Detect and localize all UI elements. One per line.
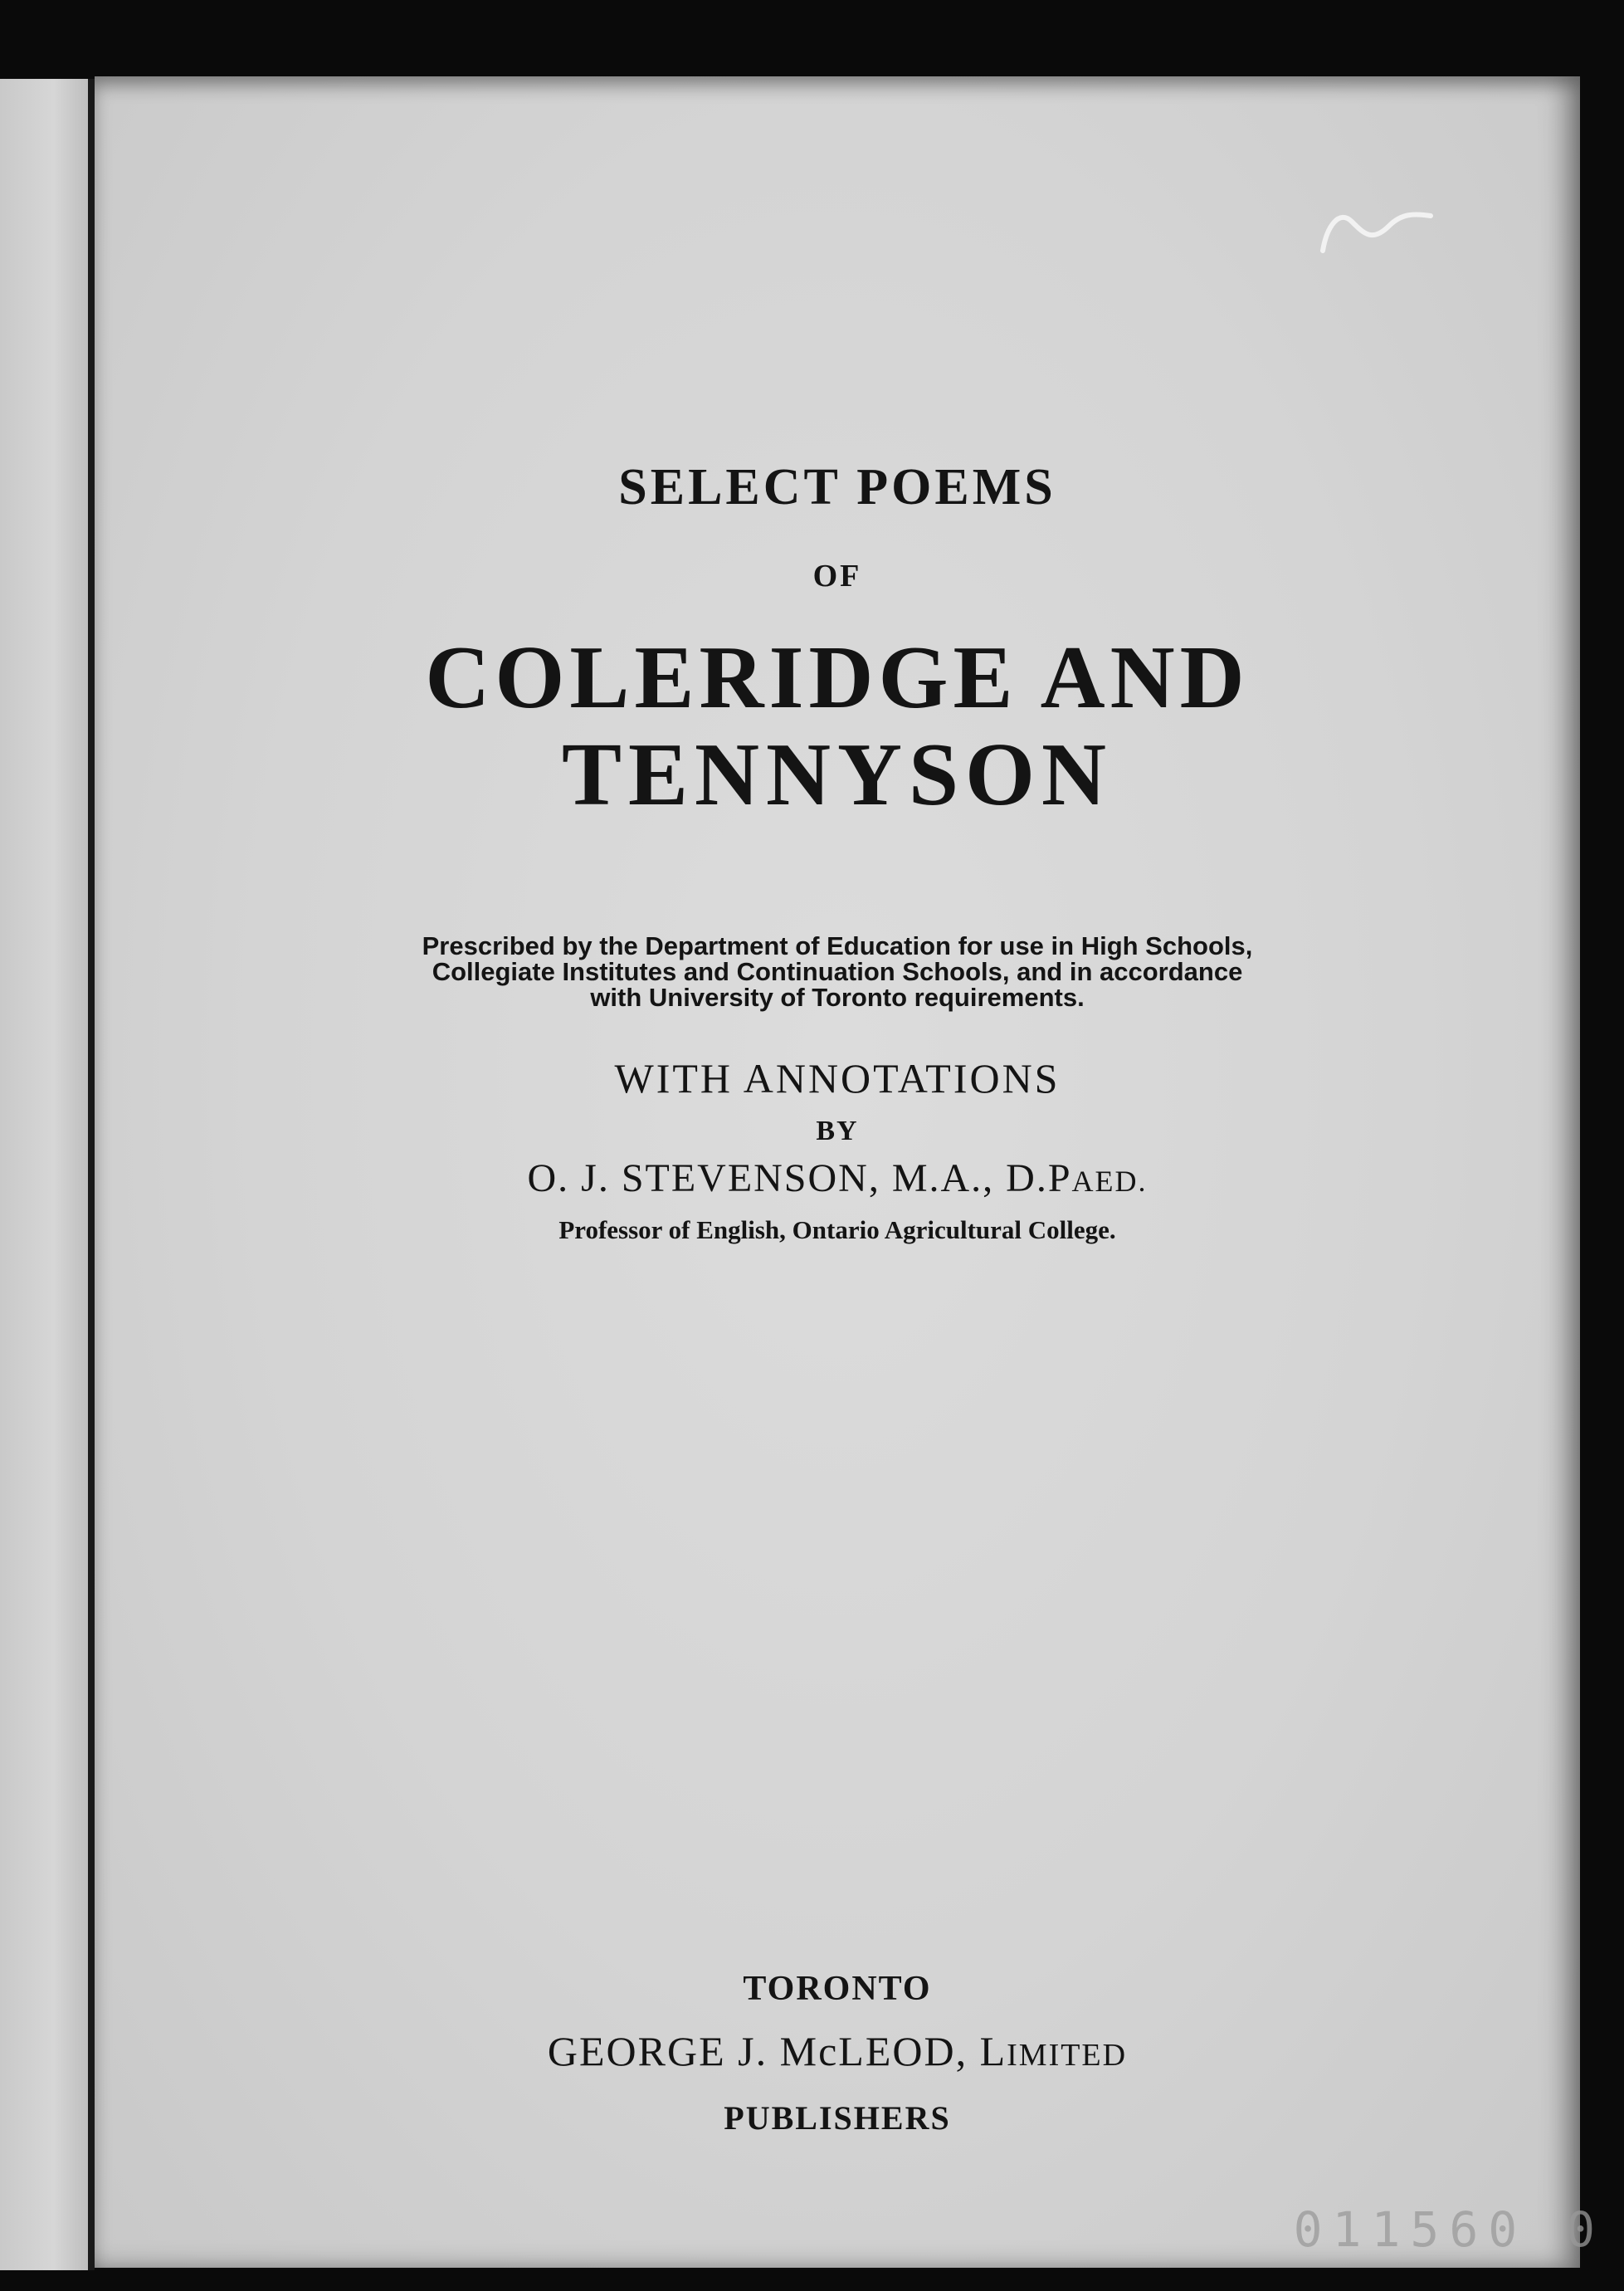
author-affiliation: Professor of English, Ontario Agricultural College. — [558, 1215, 1116, 1244]
author-degree-small-caps: AED. — [1071, 1165, 1148, 1198]
title-of: OF — [812, 559, 862, 594]
pencil-mark-icon — [1314, 193, 1439, 267]
prescription-line-2: Collegiate Institutes and Continuation Schools, and in accordance — [432, 957, 1243, 986]
previous-page-edge — [0, 79, 90, 2270]
imprint-publisher — [95, 2027, 1580, 2075]
title-select-poems: SELECT POEMS — [618, 459, 1056, 515]
author-name — [95, 1155, 1580, 1201]
title-main-line-1: COLERIDGE AND — [425, 628, 1250, 727]
publisher-suffix-small-caps: IMITED — [1007, 2038, 1128, 2073]
prescription-statement — [95, 933, 1580, 1010]
imprint-publishers-label: PUBLISHERS — [724, 2099, 951, 2137]
annotations-heading: WITH ANNOTATIONS — [614, 1055, 1061, 1102]
author-name-main: O. J. STEVENSON, M.A., D.P — [527, 1156, 1072, 1200]
library-stamp-number: 011560 0 — [1293, 2201, 1605, 2258]
title-page — [95, 76, 1605, 2268]
prescription-line-3: with University of Toronto requirements. — [590, 983, 1085, 1012]
publisher-name-main: GEORGE J. McLEOD, L — [547, 2028, 1007, 2074]
prescription-line-1: Prescribed by the Department of Education for use in High Schools, — [422, 931, 1253, 960]
title-main-line-2: TENNYSON — [561, 725, 1114, 824]
binding-gutter — [88, 79, 95, 2270]
imprint-city: TORONTO — [743, 1970, 932, 2008]
by-line: BY — [816, 1116, 859, 1146]
